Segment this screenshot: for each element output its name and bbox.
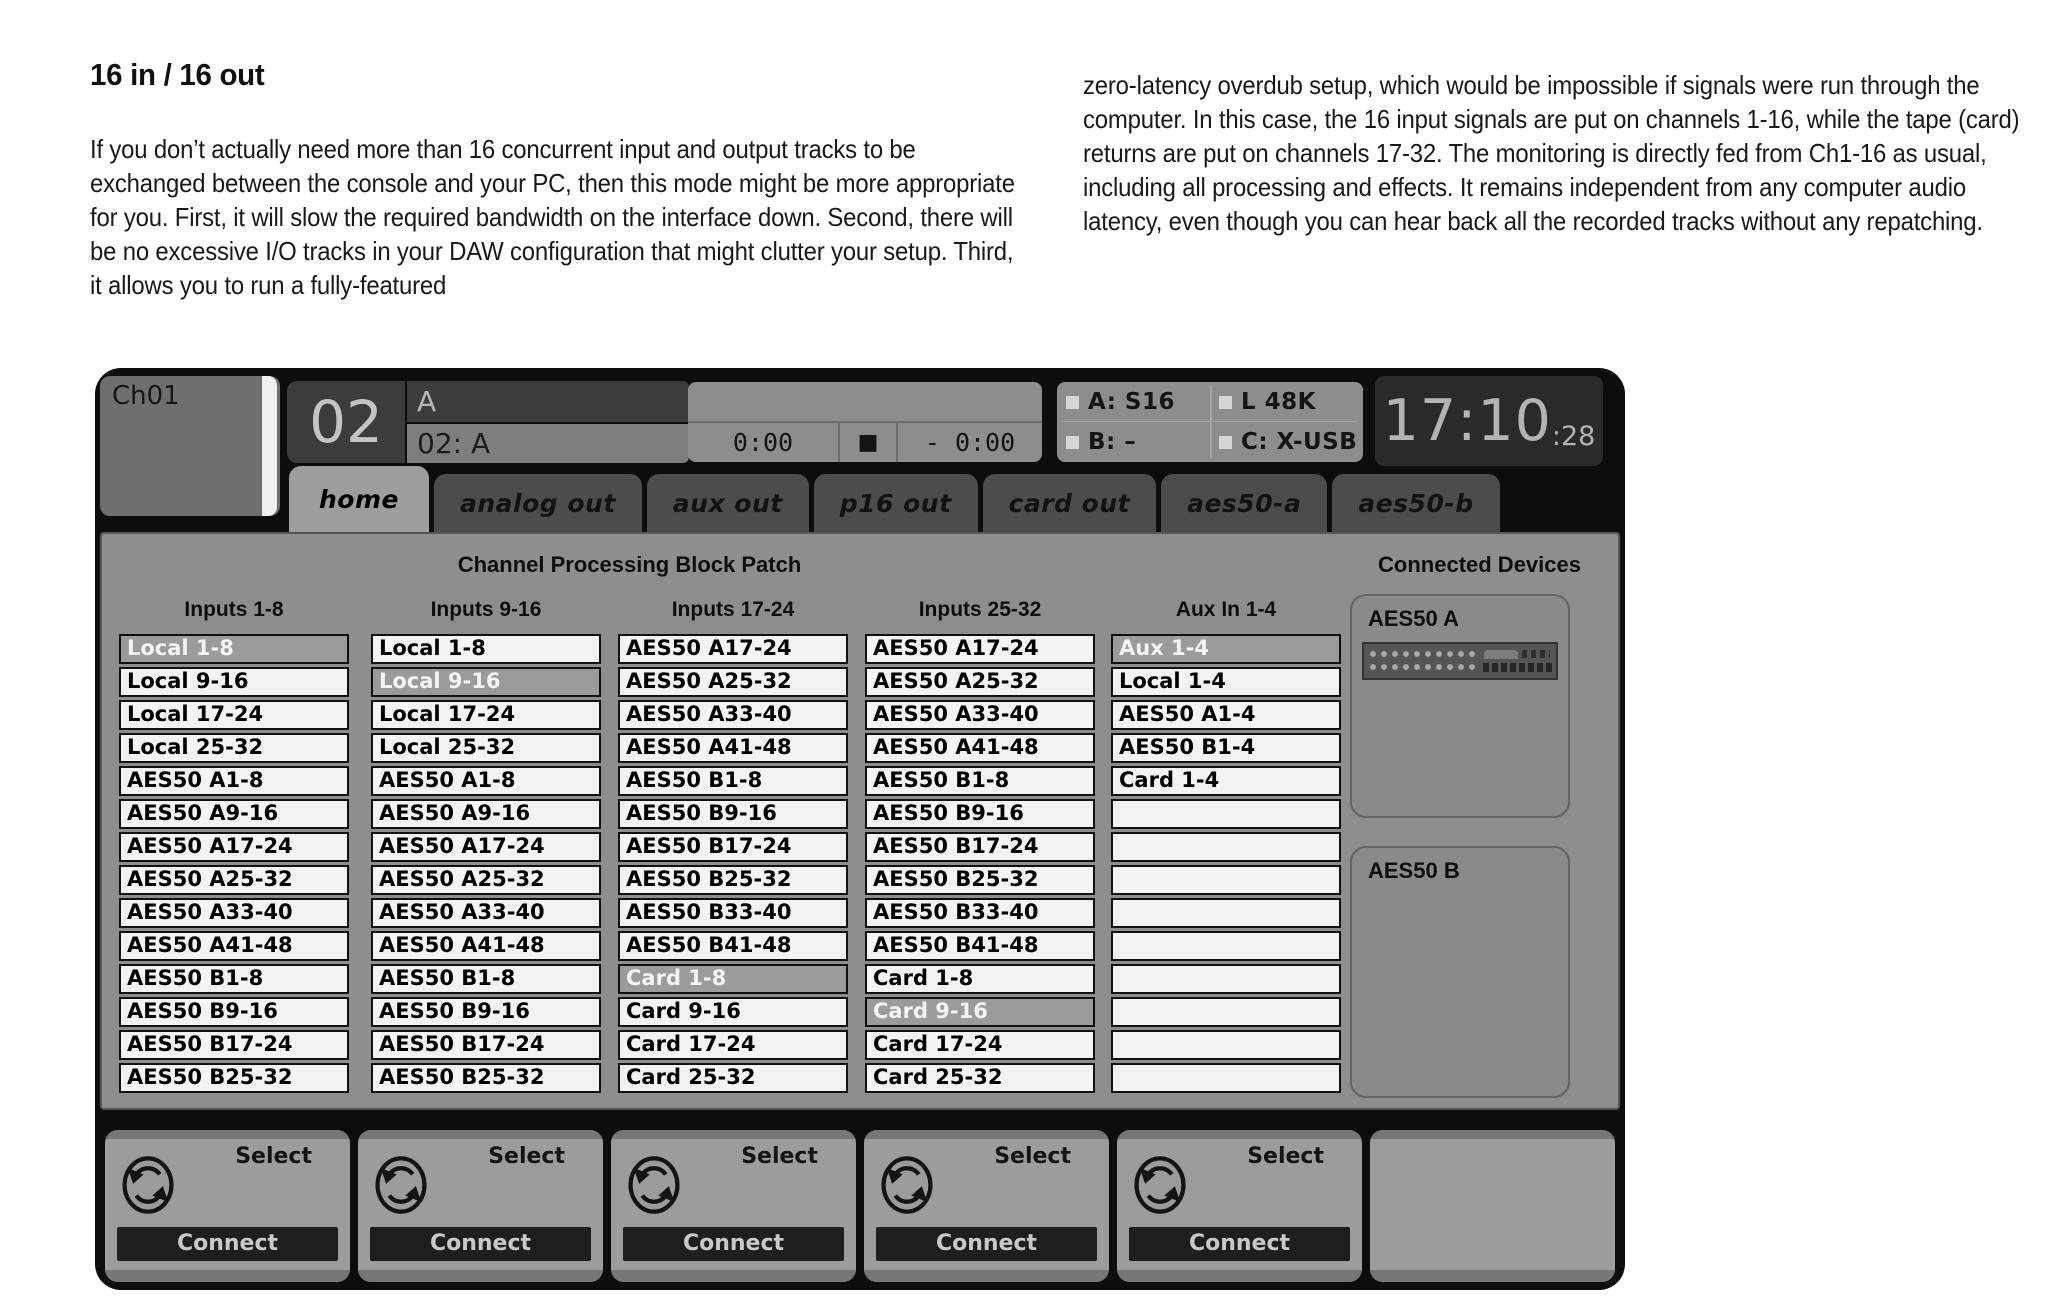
patch-option-aes50-a41-48[interactable]: AES50 A41-48 [371, 931, 601, 961]
select-panel [358, 1130, 603, 1282]
patch-option-empty[interactable] [1111, 865, 1341, 895]
tab-aes50-b[interactable]: aes50-b [1332, 474, 1499, 532]
tab-aux-out[interactable]: aux out [647, 474, 809, 532]
scene-name: A [407, 381, 689, 422]
status-divider [1063, 421, 1357, 422]
article-paragraph-right: zero-latency overdub setup, which would be impossible if signals were run through the computer. In this case, the 16 input signals are put on channels 1-16, while the tape (card) returns are put on channels 17-32. The monitoring is directly fed from Ch1-16 as usual, including all processing and effects. It remains independent from any computer audio latency, even though you can hear back all the recorded tracks without any repatching. [1083, 70, 2020, 236]
scene-id-line: 02: A [407, 424, 689, 463]
patch-option-card-17-24[interactable]: Card 17-24 [865, 1030, 1095, 1060]
clock-seconds: :28 [1551, 421, 1596, 452]
patch-option-empty[interactable] [1111, 799, 1341, 829]
patch-column-inputs-9-16 [371, 598, 601, 1096]
patch-option-aes50-a25-32[interactable]: AES50 A25-32 [865, 667, 1095, 697]
patch-option-aes50-a41-48[interactable]: AES50 A41-48 [865, 733, 1095, 763]
tab-p16-out[interactable]: p16 out [814, 474, 978, 532]
tab-bar [289, 466, 1500, 532]
patch-option-aux-1-4[interactable]: Aux 1-4 [1111, 634, 1341, 664]
patch-option-aes50-a17-24[interactable]: AES50 A17-24 [618, 634, 848, 664]
patch-option-aes50-b9-16[interactable]: AES50 B9-16 [119, 997, 349, 1027]
tab-home[interactable]: home [289, 466, 429, 532]
patch-option-aes50-b41-48[interactable]: AES50 B41-48 [865, 931, 1095, 961]
patch-list [618, 634, 848, 1093]
patch-option-empty[interactable] [1111, 832, 1341, 862]
patch-option-empty[interactable] [1111, 1030, 1341, 1060]
panel-top-strip [1370, 1130, 1615, 1139]
connect-button[interactable]: Connect [1129, 1227, 1350, 1261]
footer-bar [95, 1130, 1625, 1282]
patch-option-aes50-a25-32[interactable]: AES50 A25-32 [371, 865, 601, 895]
patch-option-aes50-b1-8[interactable]: AES50 B1-8 [119, 964, 349, 994]
tab-analog-out[interactable]: analog out [434, 474, 642, 532]
output-jack-row-icon [1483, 663, 1552, 672]
patch-option-aes50-b25-32[interactable]: AES50 B25-32 [119, 1063, 349, 1093]
article-paragraph-left: If you don’t actually need more than 16 concurrent input and output tracks to be exchanged between the console and your PC, then this mode might be more appropriate for you. First, it will slow the required bandwidth on the interface down. Second, there will be no excessive I/O tracks in your DAW configuration that might clutter your setup. Third, it allows you to run a fully-featured [90, 134, 1015, 300]
patch-option-local-1-8[interactable]: Local 1-8 [119, 634, 349, 664]
connected-devices-title: Connected Devices [1378, 552, 1581, 577]
panel-top-strip [358, 1130, 603, 1139]
patch-option-aes50-b17-24[interactable]: AES50 B17-24 [865, 832, 1095, 862]
patch-option-local-25-32[interactable]: Local 25-32 [371, 733, 601, 763]
transport-elapsed-time: 0:00 [732, 428, 794, 457]
channel-label: Ch01 [112, 381, 180, 411]
patch-option-aes50-a33-40[interactable]: AES50 A33-40 [865, 700, 1095, 730]
transport-locator-time: - 0:00 [924, 428, 1016, 457]
panel-bottom-strip [1370, 1270, 1615, 1282]
select-panel [105, 1130, 350, 1282]
patch-option-aes50-b1-8[interactable]: AES50 B1-8 [618, 766, 848, 796]
patch-list [119, 634, 349, 1093]
channel-display [100, 376, 280, 516]
patch-option-local-1-8[interactable]: Local 1-8 [371, 634, 601, 664]
patch-option-aes50-a41-48[interactable]: AES50 A41-48 [119, 931, 349, 961]
patch-option-card-1-8[interactable]: Card 1-8 [618, 964, 848, 994]
patch-option-card-25-32[interactable]: Card 25-32 [865, 1063, 1095, 1093]
patch-title: Channel Processing Block Patch [457, 552, 802, 577]
connect-button[interactable]: Connect [117, 1227, 338, 1261]
patch-option-aes50-b17-24[interactable]: AES50 B17-24 [618, 832, 848, 862]
select-panel [1117, 1130, 1362, 1282]
patch-option-aes50-b1-8[interactable]: AES50 B1-8 [865, 766, 1095, 796]
channel-strip-indicator [262, 376, 277, 516]
status-text: A: S16 [1088, 389, 1176, 415]
status-led-icon [1219, 436, 1232, 449]
patch-option-aes50-b41-48[interactable]: AES50 B41-48 [618, 931, 848, 961]
patch-option-local-17-24[interactable]: Local 17-24 [371, 700, 601, 730]
xlr-connector-row-icon [1368, 662, 1479, 673]
patch-option-aes50-a17-24[interactable]: AES50 A17-24 [119, 832, 349, 862]
stop-icon: ■ [857, 430, 879, 455]
select-panel [611, 1130, 856, 1282]
patch-option-empty[interactable] [1111, 898, 1341, 928]
panel-top-strip [105, 1130, 350, 1139]
patch-option-card-9-16[interactable]: Card 9-16 [618, 997, 848, 1027]
status-panel [1057, 382, 1363, 462]
article-heading: 16 in / 16 out [90, 56, 265, 92]
patch-list [1111, 634, 1341, 1093]
status-divider [1210, 386, 1212, 458]
patch-option-aes50-b33-40[interactable]: AES50 B33-40 [618, 898, 848, 928]
status-text: L 48K [1241, 389, 1316, 415]
patch-option-aes50-b9-16[interactable]: AES50 B9-16 [865, 799, 1095, 829]
aes50-b-label: AES50 B [1368, 858, 1460, 883]
rotary-select-knob-icon[interactable] [371, 1152, 431, 1218]
status-item [1057, 382, 1210, 422]
patch-option-aes50-b25-32[interactable]: AES50 B25-32 [865, 865, 1095, 895]
select-label: Select [1247, 1144, 1324, 1169]
rotary-select-knob-icon[interactable] [1130, 1152, 1190, 1218]
patch-option-empty[interactable] [1111, 931, 1341, 961]
panel-bottom-strip [611, 1270, 856, 1282]
patch-list [865, 634, 1095, 1093]
panel-bottom-strip [105, 1270, 350, 1282]
patch-option-aes50-b9-16[interactable]: AES50 B9-16 [371, 997, 601, 1027]
panel-top-strip [611, 1130, 856, 1139]
rotary-select-knob-icon[interactable] [624, 1152, 684, 1218]
patch-column-inputs-25-32 [865, 598, 1095, 1096]
connect-button[interactable]: Connect [876, 1227, 1097, 1261]
patch-option-aes50-a17-24[interactable]: AES50 A17-24 [865, 634, 1095, 664]
patch-option-aes50-a1-4[interactable]: AES50 A1-4 [1111, 700, 1341, 730]
patch-option-local-9-16[interactable]: Local 9-16 [119, 667, 349, 697]
patch-column-inputs-17-24 [618, 598, 848, 1096]
patch-option-aes50-a9-16[interactable]: AES50 A9-16 [371, 799, 601, 829]
patch-column-header: Inputs 25-32 [918, 598, 1042, 621]
status-led-icon [1219, 396, 1232, 409]
patch-column-header: Inputs 1-8 [184, 598, 284, 621]
stagebox-logo-icon [1484, 650, 1518, 659]
patch-column-aux-in-1-4 [1111, 598, 1341, 1096]
panel-top-strip [864, 1130, 1109, 1139]
panel-bottom-strip [1117, 1270, 1362, 1282]
patch-option-aes50-b17-24[interactable]: AES50 B17-24 [371, 1030, 601, 1060]
panel-bottom-strip [358, 1270, 603, 1282]
patch-option-aes50-a9-16[interactable]: AES50 A9-16 [119, 799, 349, 829]
patch-option-local-17-24[interactable]: Local 17-24 [119, 700, 349, 730]
patch-option-local-9-16[interactable]: Local 9-16 [371, 667, 601, 697]
patch-option-aes50-b17-24[interactable]: AES50 B17-24 [119, 1030, 349, 1060]
select-label: Select [741, 1144, 818, 1169]
clock-time: 17:10 [1382, 388, 1552, 454]
aes50-a-label: AES50 A [1368, 606, 1459, 631]
patch-option-empty[interactable] [1111, 964, 1341, 994]
select-label: Select [235, 1144, 312, 1169]
routing-panel [100, 532, 1620, 1110]
select-panel [864, 1130, 1109, 1282]
console-screen [95, 368, 1625, 1290]
patch-option-aes50-a33-40[interactable]: AES50 A33-40 [119, 898, 349, 928]
patch-option-aes50-a25-32[interactable]: AES50 A25-32 [618, 667, 848, 697]
patch-option-aes50-a33-40[interactable]: AES50 A33-40 [618, 700, 848, 730]
patch-option-aes50-b33-40[interactable]: AES50 B33-40 [865, 898, 1095, 928]
status-led-icon [1066, 436, 1079, 449]
scene-number: 02 [287, 381, 405, 463]
aes50-b-slot [1350, 846, 1570, 1098]
patch-option-aes50-a41-48[interactable]: AES50 A41-48 [618, 733, 848, 763]
patch-option-aes50-a25-32[interactable]: AES50 A25-32 [119, 865, 349, 895]
aes50-a-slot [1350, 594, 1570, 818]
patch-option-aes50-b1-8[interactable]: AES50 B1-8 [371, 964, 601, 994]
patch-option-card-9-16[interactable]: Card 9-16 [865, 997, 1095, 1027]
patch-option-aes50-a33-40[interactable]: AES50 A33-40 [371, 898, 601, 928]
patch-option-aes50-b9-16[interactable]: AES50 B9-16 [618, 799, 848, 829]
patch-option-empty[interactable] [1111, 1063, 1341, 1093]
tab-card-out[interactable]: card out [983, 474, 1157, 532]
status-item [1057, 422, 1210, 462]
transport-display [688, 382, 1042, 462]
patch-option-local-25-32[interactable]: Local 25-32 [119, 733, 349, 763]
patch-column-inputs-1-8 [119, 598, 349, 1096]
select-label: Select [488, 1144, 565, 1169]
patch-option-card-17-24[interactable]: Card 17-24 [618, 1030, 848, 1060]
status-text: B: – [1088, 429, 1137, 455]
rotary-select-knob-icon[interactable] [877, 1152, 937, 1218]
patch-option-aes50-a1-8[interactable]: AES50 A1-8 [371, 766, 601, 796]
panel-top-strip [1117, 1130, 1362, 1139]
patch-option-aes50-b1-4[interactable]: AES50 B1-4 [1111, 733, 1341, 763]
patch-option-card-25-32[interactable]: Card 25-32 [618, 1063, 848, 1093]
connect-button[interactable]: Connect [623, 1227, 844, 1261]
patch-option-local-1-4[interactable]: Local 1-4 [1111, 667, 1341, 697]
select-label: Select [994, 1144, 1071, 1169]
status-led-icon [1066, 396, 1079, 409]
clock-display [1375, 376, 1603, 466]
status-item [1210, 422, 1363, 462]
patch-list [371, 634, 601, 1093]
patch-option-aes50-b25-32[interactable]: AES50 B25-32 [618, 865, 848, 895]
patch-option-card-1-4[interactable]: Card 1-4 [1111, 766, 1341, 796]
patch-column-header: Inputs 17-24 [671, 598, 795, 621]
connect-button[interactable]: Connect [370, 1227, 591, 1261]
patch-option-card-1-8[interactable]: Card 1-8 [865, 964, 1095, 994]
patch-option-empty[interactable] [1111, 997, 1341, 1027]
rotary-select-knob-icon[interactable] [118, 1152, 178, 1218]
patch-option-aes50-a17-24[interactable]: AES50 A17-24 [371, 832, 601, 862]
patch-column-header: Aux In 1-4 [1175, 598, 1277, 621]
tab-aes50-a[interactable]: aes50-a [1161, 474, 1327, 532]
s16-stagebox-icon [1362, 642, 1558, 680]
status-text: C: X-USB [1241, 429, 1358, 455]
blank-panel [1370, 1130, 1615, 1282]
stagebox-controls-icon [1522, 650, 1550, 658]
panel-bottom-strip [864, 1270, 1109, 1282]
patch-option-aes50-a1-8[interactable]: AES50 A1-8 [119, 766, 349, 796]
patch-column-header: Inputs 9-16 [430, 598, 542, 621]
xlr-connector-row-icon [1368, 649, 1480, 660]
status-item [1210, 382, 1363, 422]
patch-columns [102, 598, 1342, 1104]
patch-option-aes50-b25-32[interactable]: AES50 B25-32 [371, 1063, 601, 1093]
